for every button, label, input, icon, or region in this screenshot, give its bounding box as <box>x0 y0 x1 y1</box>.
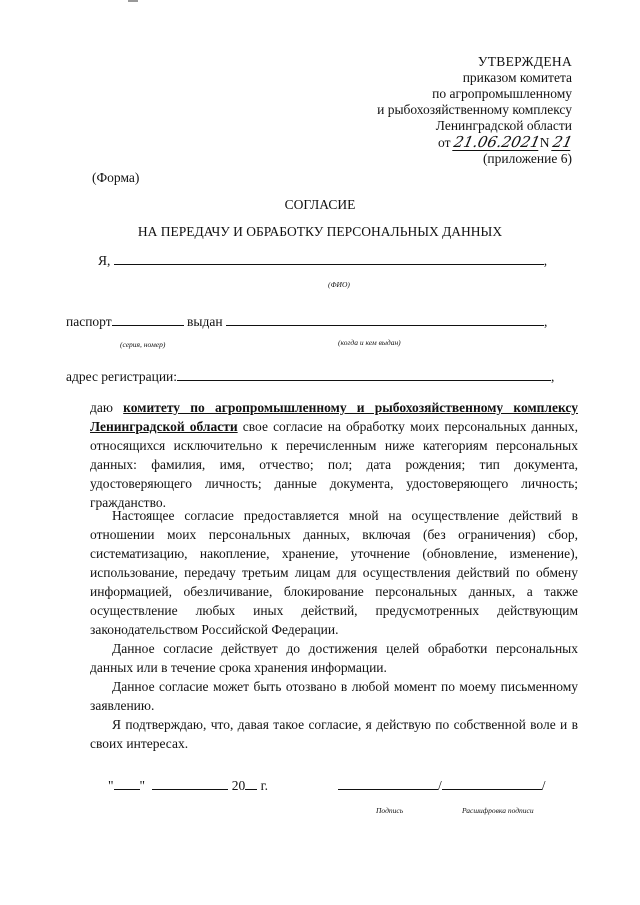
organization-name: комитету по агропромышленному и рыбохозяйственному комплексу Ленинградской области <box>90 400 578 434</box>
paragraph-consent-intro <box>90 398 578 512</box>
decode-caption: Расшифровка подписи <box>462 806 534 815</box>
quote: " <box>108 778 114 793</box>
heading-consent: СОГЛАСИЕ <box>284 197 356 212</box>
date-row <box>108 778 268 794</box>
passport-series-line[interactable] <box>112 324 184 326</box>
address-row <box>66 369 554 385</box>
passport-label: паспорт <box>66 314 112 329</box>
year-prefix: 20 <box>231 778 246 793</box>
ya-label: Я, <box>98 253 111 268</box>
handwritten-date: 21.06.2021 <box>452 133 542 151</box>
issued-caption: (когда и кем выдан) <box>338 338 401 347</box>
approval-line: Ленинградской области <box>435 118 572 133</box>
paragraph-validity: Данное согласие действует до достижения целей обработки персональных данных или в течение срока хранения информации. <box>90 641 578 675</box>
issued-label: выдан <box>187 314 223 329</box>
month-line[interactable] <box>152 788 228 790</box>
date-prefix: от <box>438 135 451 150</box>
slash: / <box>541 778 546 793</box>
address-input-line[interactable] <box>177 379 551 381</box>
approval-line: и рыбохозяйственному комплексу <box>377 102 572 117</box>
quote: " <box>139 778 146 793</box>
text: даю <box>90 400 113 415</box>
signature-decode-line[interactable] <box>442 788 542 790</box>
approval-line: по агропромышленному <box>432 86 572 101</box>
fio-input-line[interactable] <box>114 263 544 265</box>
signature-row <box>338 778 546 794</box>
address-label: адрес регистрации: <box>66 369 178 384</box>
approval-block <box>377 54 575 167</box>
comma: , <box>543 253 548 268</box>
comma: , <box>543 314 548 329</box>
approval-date-line <box>377 133 575 151</box>
year-suffix: г. <box>260 778 269 793</box>
approval-line: приказом комитета <box>462 70 572 85</box>
handwritten-number: 21 <box>551 133 575 151</box>
comma: , <box>551 369 555 384</box>
heading-subtitle: НА ПЕРЕДАЧУ И ОБРАБОТКУ ПЕРСОНАЛЬНЫХ ДАННЫХ <box>137 224 503 239</box>
paragraph-revocation: Данное согласие может быть отозвано в любой момент по моему письменному заявлению. <box>90 679 578 713</box>
paragraph-confirmation: Я подтверждаю, что, давая такое согласие, я действую по собственной воле и в своих интересах. <box>90 717 578 751</box>
number-prefix: N <box>539 135 550 150</box>
paragraph-actions: Настоящее согласие предоставляется мной на осуществление действий в отношении моих персональных данных, включая (без ограничения) сбор, систематизацию, накопление, хранение, уточнение (обновление, изменение), использование, передачу третьим лицам для осуществления действий по обмену информацией, обезличивание, блокирование персональных данных, а также осуществление любых иных действий, предусмотренных действующим законодательством Российской Федерации. <box>90 508 578 637</box>
approval-title: УТВЕРЖДЕНА <box>477 54 572 69</box>
year-line[interactable] <box>245 788 257 790</box>
text: свое согласие на обработку моих персональных данных, относящихся исключительно к перечисленным ниже категориям персональных данных: фамилия, имя, отчество; пол; дата рождения; тип документа, удостоверяющего личность; данные документа, удостоверяющего личность; гражданство. <box>90 419 578 510</box>
top-mark <box>128 0 138 2</box>
slash: / <box>438 778 442 793</box>
appendix-label: (приложение 6) <box>482 151 572 166</box>
passport-row <box>66 314 547 330</box>
fio-row <box>98 253 547 269</box>
fio-caption: (ФИО) <box>328 280 350 289</box>
day-line[interactable] <box>114 788 140 790</box>
series-caption: (серия, номер) <box>120 340 166 349</box>
form-label: (Форма) <box>92 170 140 185</box>
signature-line[interactable] <box>338 788 438 790</box>
passport-issued-line[interactable] <box>226 324 544 326</box>
signature-caption: Подпись <box>376 806 404 815</box>
